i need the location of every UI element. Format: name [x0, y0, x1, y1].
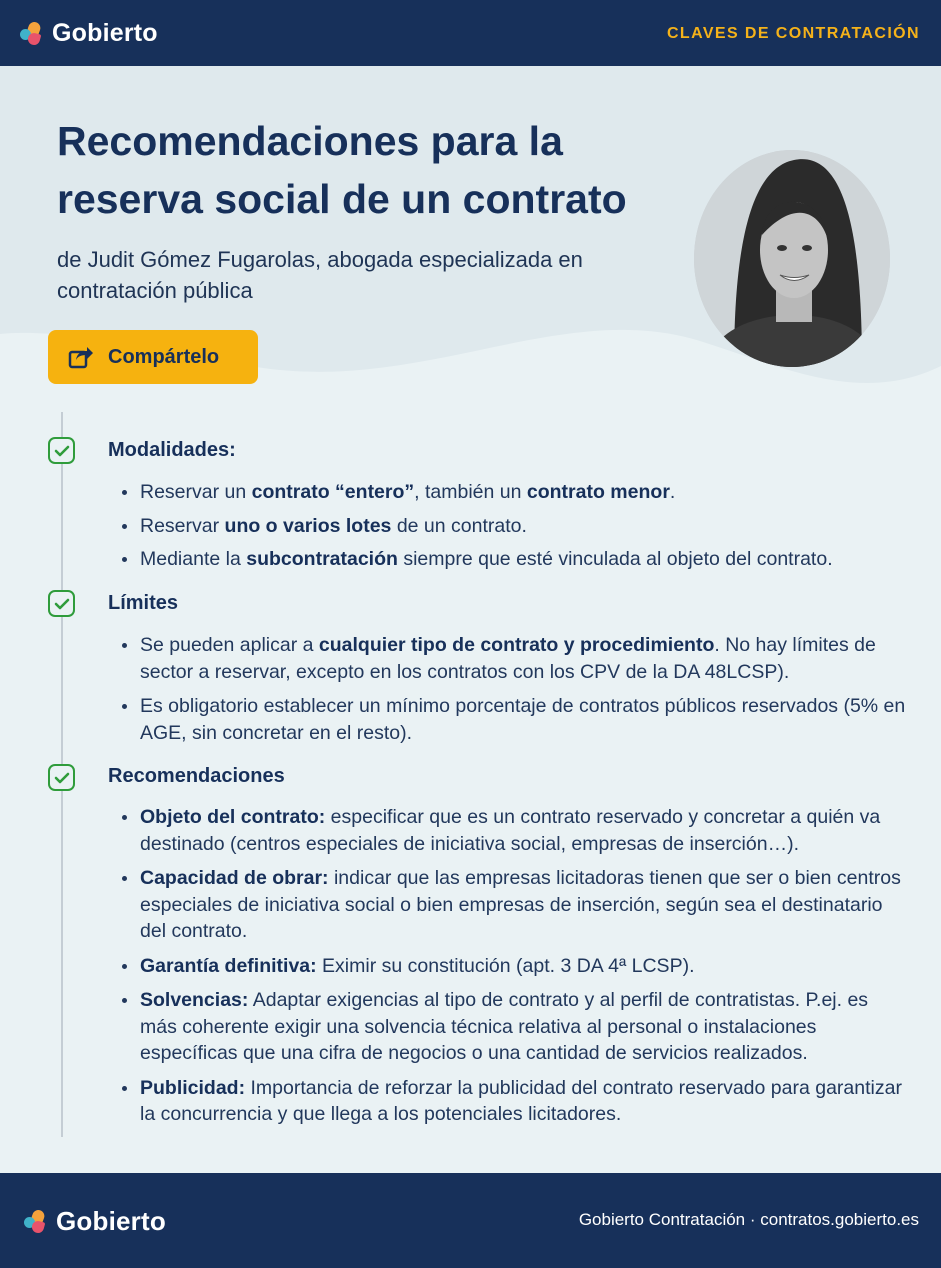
list-item: Capacidad de obrar: indicar que las empresas licitadoras tienen que ser o bien centros especiales de iniciativa social o bien empresas de inserción, según sea el destinatario del contrato. [118, 865, 908, 945]
section-list-limites [118, 632, 908, 746]
gobierto-logo-icon [22, 1209, 48, 1235]
check-icon [48, 590, 75, 617]
check-icon [48, 764, 75, 791]
share-button-label: Compártelo [108, 345, 220, 368]
footer-logo-text: Gobierto [56, 1206, 166, 1236]
list-item: Mediante la subcontratación siempre que esté vinculada al objeto del contrato. [118, 546, 908, 573]
list-item: Es obligatorio establecer un mínimo porcentaje de contratos públicos reservados (5% en AGE, sin concretar en el resto). [118, 693, 908, 746]
list-item: Publicidad: Importancia de reforzar la publicidad del contrato reservado para garantizar la concurrencia y que llega a los potenciales licitadores. [118, 1075, 908, 1128]
author-portrait [694, 150, 890, 367]
share-icon [68, 344, 94, 370]
gobierto-logo-icon [18, 21, 44, 47]
list-item: Reservar uno o varios lotes de un contrato. [118, 513, 908, 540]
section-title-modalidades: Modalidades: [108, 439, 236, 461]
footer-logo[interactable] [22, 1206, 166, 1237]
check-icon [48, 437, 75, 464]
list-item: Reservar un contrato “entero”, también un contrato menor. [118, 479, 908, 506]
section-title-recomendaciones: Recomendaciones [108, 765, 285, 787]
list-item: Solvencias: Adaptar exigencias al tipo de contrato y al perfil de contratistas. P.ej. es más coherente exigir una solvencia técnica relativa al personal o instalaciones específicas que una cifra de negocios o una cantidad de servicios realizados. [118, 987, 908, 1067]
section-list-recomendaciones [118, 804, 908, 1128]
footer-link[interactable]: Gobierto Contratación · contratos.gobierto.es [578, 1210, 919, 1229]
page-title: Recomendaciones para la reserva social de un contrato [57, 118, 627, 222]
list-item: Objeto del contrato: especificar que es un contrato reservado y concretar a quién va destinado (centros especiales de iniciativa social, empresas de inserción…). [118, 804, 908, 857]
list-item: Garantía definitiva: Eximir su constitución (apt. 3 DA 4ª LCSP). [118, 953, 908, 980]
section-list-modalidades [118, 479, 908, 573]
header-logo[interactable] [18, 19, 158, 48]
section-tag: CLAVES DE CONTRATACIÓN [666, 25, 920, 42]
section-title-limites: Límites [108, 592, 179, 614]
list-item: Se pueden aplicar a cualquier tipo de contrato y procedimiento. No hay límites de sector a reservar, excepto en los contratos con los CPV de la DA 48LCSP). [118, 632, 908, 685]
header-logo-text: Gobierto [52, 19, 158, 47]
share-button[interactable] [48, 330, 258, 384]
author-subtitle: de Judit Gómez Fugarolas, abogada especializada en contratación pública [57, 247, 583, 303]
